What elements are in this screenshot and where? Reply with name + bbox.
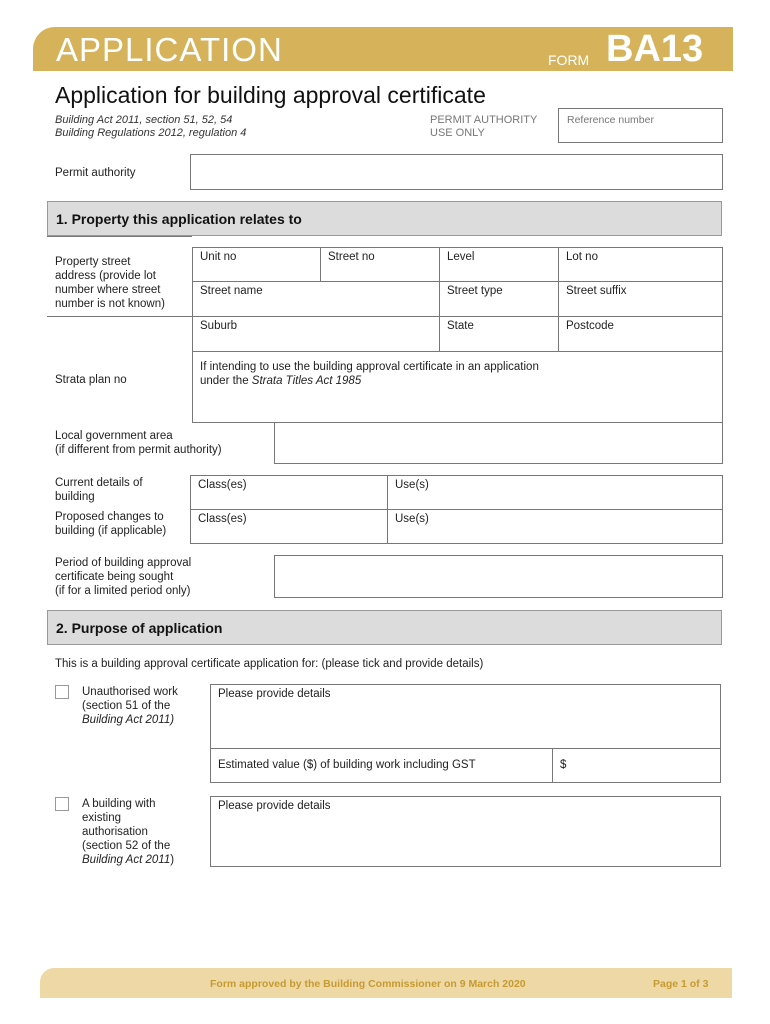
estimated-value-label-cell: [210, 748, 553, 783]
purpose-intro: This is a building approval certificate application for: (please tick and provide details): [55, 658, 484, 670]
suburb-field[interactable]: [192, 316, 440, 352]
address-label-line-1: Property street: [55, 256, 131, 268]
postcode-field[interactable]: [558, 316, 723, 352]
divider: [47, 316, 192, 317]
period-label-line-3: (if for a limited period only): [55, 585, 191, 597]
option-1-line-3: Building Act 2011): [82, 714, 175, 726]
authority-use-label-1: PERMIT AUTHORITY: [430, 114, 538, 126]
strata-plan-field[interactable]: [192, 351, 723, 423]
street-type-field[interactable]: [439, 281, 559, 317]
proposed-uses-label: Use(s): [395, 513, 429, 525]
existing-authorisation-details-field[interactable]: [210, 796, 721, 867]
proposed-classes-label: Class(es): [198, 513, 247, 525]
permit-authority-field[interactable]: [190, 154, 723, 190]
lga-label-line-2: (if different from permit authority): [55, 444, 222, 456]
proposed-changes-label-1: Proposed changes to: [55, 511, 164, 523]
address-label-line-2: address (provide lot: [55, 270, 156, 282]
current-details-label-1: Current details of: [55, 477, 143, 489]
street-suffix-field[interactable]: [558, 281, 723, 317]
banner-title: APPLICATION: [56, 31, 283, 68]
page-title: Application for building approval certificate: [55, 82, 486, 108]
strata-act-name: Strata Titles Act 1985: [251, 375, 362, 387]
street-name-label: Street name: [200, 285, 263, 297]
option-1-line-1: Unauthorised work: [82, 686, 178, 698]
option-2-line-2: existing: [82, 812, 121, 824]
proposed-changes-label-2: building (if applicable): [55, 525, 167, 537]
unauthorised-work-checkbox[interactable]: [55, 685, 69, 699]
option-2-line-5: Building Act 2011): [82, 854, 175, 866]
street-no-field[interactable]: [320, 247, 440, 282]
option-2-line-4: (section 52 of the: [82, 840, 171, 852]
proposed-classes-field[interactable]: [190, 509, 388, 544]
level-label: Level: [447, 251, 475, 263]
suburb-label: Suburb: [200, 320, 238, 332]
lga-field[interactable]: [274, 422, 723, 464]
address-label-line-4: number is not known): [55, 298, 165, 310]
period-field[interactable]: [274, 555, 723, 598]
unauthorised-work-details-field[interactable]: [210, 684, 721, 749]
banner-form-label: FORM: [548, 52, 590, 68]
postcode-label: Postcode: [566, 320, 614, 332]
strata-note-line-1: If intending to use the building approval certificate in an application: [200, 361, 539, 373]
current-uses-label: Use(s): [395, 479, 429, 491]
street-no-label: Street no: [328, 251, 375, 263]
street-type-label: Street type: [447, 285, 503, 297]
permit-authority-label: Permit authority: [55, 167, 136, 179]
section-1-header: 1. Property this application relates to: [47, 201, 722, 236]
banner-form-code: BA13: [606, 28, 704, 70]
footer-approval: Form approved by the Building Commissioner on 9 March 2020: [210, 978, 526, 990]
reference-number-field[interactable]: [558, 108, 723, 143]
lot-no-label: Lot no: [566, 251, 598, 263]
level-field[interactable]: [439, 247, 559, 282]
unit-no-field[interactable]: [192, 247, 321, 282]
section-2-header: 2. Purpose of application: [47, 610, 722, 645]
details-label: Please provide details: [218, 800, 331, 812]
option-2-line-3: authorisation: [82, 826, 148, 838]
authority-use-label-2: USE ONLY: [430, 127, 485, 139]
period-label-line-2: certificate being sought: [55, 571, 174, 583]
page-number: Page 1 of 3: [653, 978, 709, 990]
state-field[interactable]: [439, 316, 559, 352]
estimated-value-label: Estimated value ($) of building work including GST: [218, 759, 476, 771]
street-suffix-label: Street suffix: [566, 285, 627, 297]
estimated-value-field[interactable]: [552, 748, 721, 783]
unit-no-label: Unit no: [200, 251, 237, 263]
current-uses-field[interactable]: [387, 475, 723, 510]
current-classes-field[interactable]: [190, 475, 388, 510]
address-label-line-3: number where street: [55, 284, 161, 296]
option-1-line-2: (section 51 of the: [82, 700, 171, 712]
existing-authorisation-checkbox[interactable]: [55, 797, 69, 811]
divider: [47, 236, 192, 237]
state-label: State: [447, 320, 474, 332]
period-label-line-1: Period of building approval: [55, 557, 192, 569]
reference-number-label: Reference number: [567, 114, 654, 126]
act-reference: Building Act 2011, section 51, 52, 54: [55, 114, 233, 126]
strata-note-line-2: under the Strata Titles Act 1985: [200, 375, 362, 387]
lot-no-field[interactable]: [558, 247, 723, 282]
dollar-sign: $: [560, 759, 567, 771]
street-name-field[interactable]: [192, 281, 440, 317]
details-label: Please provide details: [218, 688, 331, 700]
option-2-line-1: A building with: [82, 798, 156, 810]
regulation-reference: Building Regulations 2012, regulation 4: [55, 127, 247, 139]
current-classes-label: Class(es): [198, 479, 247, 491]
proposed-uses-field[interactable]: [387, 509, 723, 544]
strata-plan-label: Strata plan no: [55, 374, 127, 386]
lga-label-line-1: Local government area: [55, 430, 173, 442]
current-details-label-2: building: [55, 491, 95, 503]
